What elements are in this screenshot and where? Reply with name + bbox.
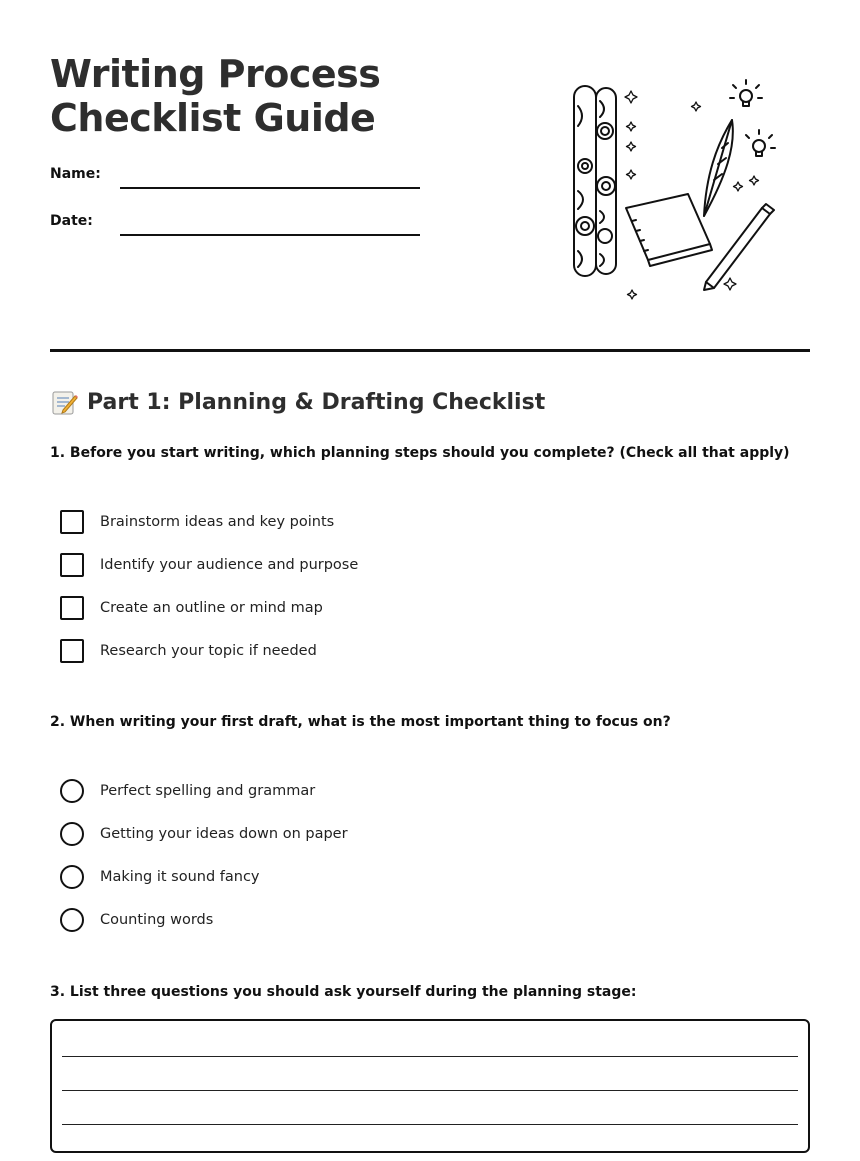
answer-line-1[interactable]	[62, 1056, 798, 1057]
question-2: 2. When writing your first draft, what is the most important thing to focus on?	[50, 714, 671, 730]
radio-button[interactable]	[60, 779, 84, 803]
radio-button[interactable]	[60, 822, 84, 846]
writing-tools-illustration	[556, 76, 786, 310]
option-label: Counting words	[100, 912, 214, 928]
sparkle-icons	[625, 91, 759, 299]
option-label: Getting your ideas down on paper	[100, 826, 348, 842]
lightbulb-icon	[730, 80, 775, 156]
name-label: Name:	[50, 166, 101, 182]
answer-line-3[interactable]	[62, 1124, 798, 1125]
option-label: Create an outline or mind map	[100, 600, 323, 616]
answer-box[interactable]	[50, 1019, 810, 1153]
pencil-icon	[704, 204, 774, 290]
title-line-2: Checklist Guide	[50, 96, 376, 140]
decorated-scroll-icon	[574, 86, 616, 276]
quill-icon	[704, 120, 733, 216]
memo-icon	[50, 388, 78, 416]
q1-option-3[interactable]	[60, 596, 323, 620]
checkbox[interactable]	[60, 553, 84, 577]
option-label: Making it sound fancy	[100, 869, 260, 885]
q1-option-1[interactable]	[60, 510, 334, 534]
date-field[interactable]	[120, 234, 420, 236]
q2-option-4[interactable]	[60, 908, 213, 932]
option-label: Perfect spelling and grammar	[100, 783, 316, 799]
q2-option-1[interactable]	[60, 779, 315, 803]
date-label: Date:	[50, 213, 93, 229]
question-1: 1. Before you start writing, which planning steps should you complete? (Check all that apply)	[50, 445, 790, 461]
checkbox[interactable]	[60, 596, 84, 620]
name-field[interactable]	[120, 187, 420, 189]
section-title-text: Part 1: Planning & Drafting Checklist	[87, 389, 546, 415]
option-label: Research your topic if needed	[100, 643, 317, 659]
option-label: Identify your audience and purpose	[100, 557, 359, 573]
radio-button[interactable]	[60, 908, 84, 932]
answer-line-2[interactable]	[62, 1090, 798, 1091]
title-line-1: Writing Process	[50, 52, 381, 96]
notebook-icon	[626, 194, 712, 266]
checkbox[interactable]	[60, 510, 84, 534]
section-title	[50, 388, 545, 416]
radio-button[interactable]	[60, 865, 84, 889]
page-title	[50, 52, 380, 140]
q2-option-3[interactable]	[60, 865, 260, 889]
question-3: 3. List three questions you should ask yourself during the planning stage:	[50, 984, 637, 1000]
q1-option-2[interactable]	[60, 553, 358, 577]
q2-option-2[interactable]	[60, 822, 348, 846]
q1-option-4[interactable]	[60, 639, 317, 663]
option-label: Brainstorm ideas and key points	[100, 514, 335, 530]
section-divider	[50, 349, 810, 352]
checkbox[interactable]	[60, 639, 84, 663]
